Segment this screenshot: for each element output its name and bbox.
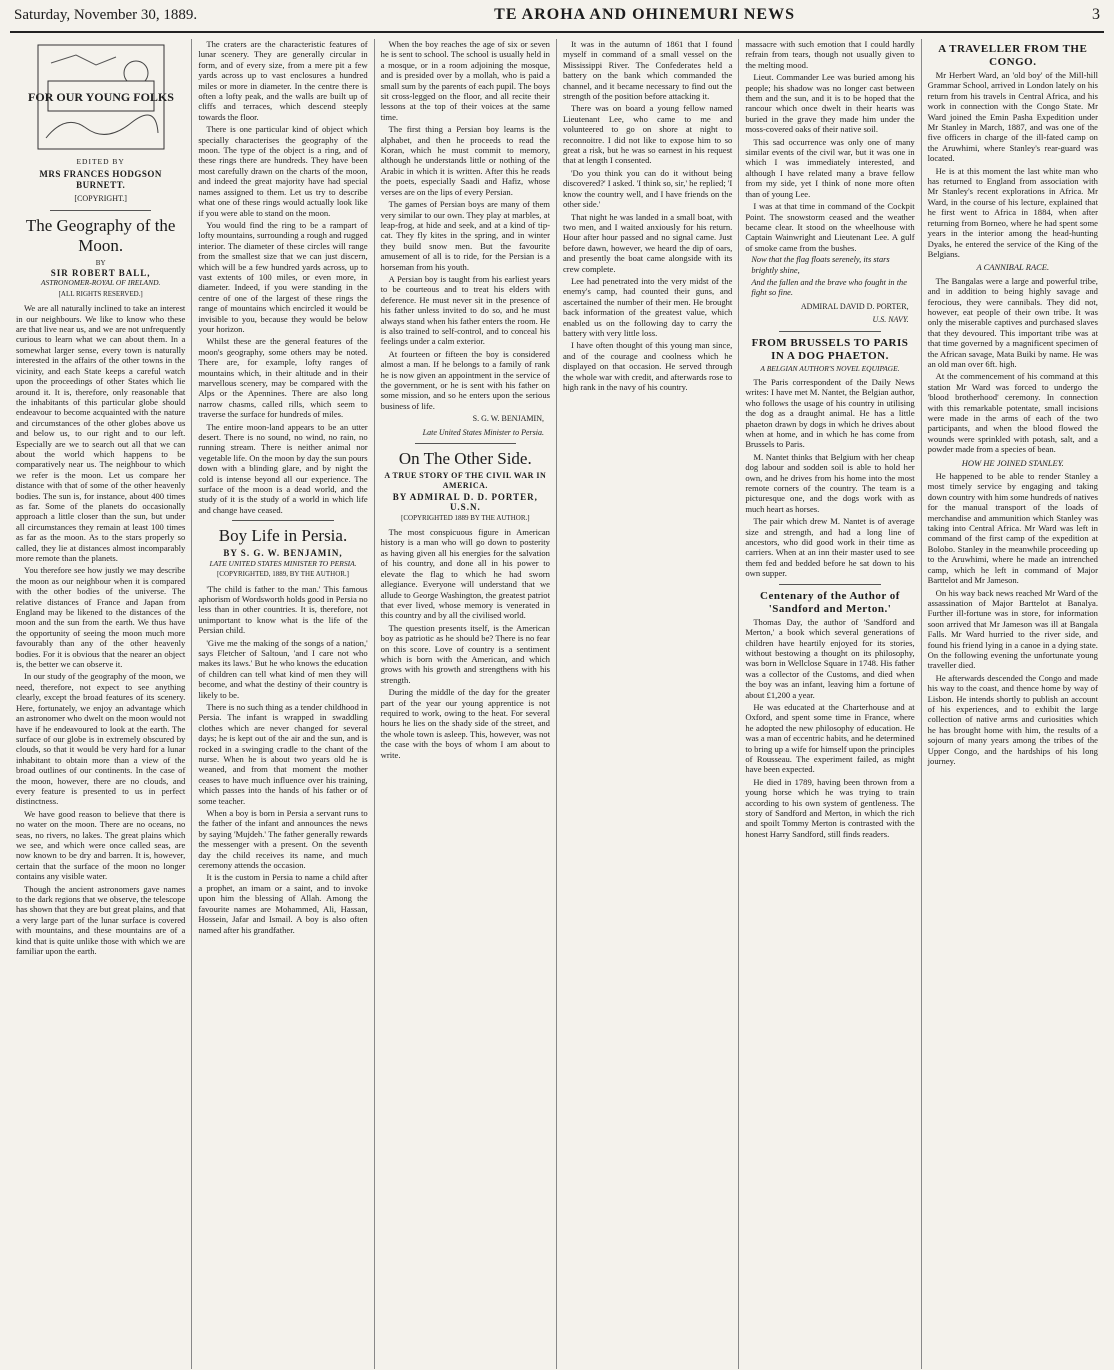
young-folks-logo-illustration [27, 43, 174, 151]
traveller-paragraph: He is at this moment the last white man who has returned to England from association with Mr Stanley's recent explorations in Africa. Mr Ward, in the course of his lecture, explained that he first went to Africa in 1884, when after returning from Borneo, where he had spent some years in the interior among the head-hunting Dyaks, he entered the service of the King of the Belgians. [927, 165, 1098, 259]
other-side-paragraph: Lee had penetrated into the very midst of the enemy's camp, had counted their guns, and ascertained the number of their men. He brought back information of the greatest value, which enabled us on the following day to carry the battery with very little loss. [562, 275, 733, 338]
moon-article-title: The Geography of the Moon. [25, 215, 176, 255]
sanford-paragraph: He died in 1789, having been thrown from a young horse which he was trying to train according to his own system of gentleness. The story of Sandford and Merton, in which the rich and spoilt Tommy Merton is contrasted with the honest Harry Sandford, still finds readers. [745, 776, 915, 839]
moon-paragraph: You therefore see how justly we may describe the moon as our neighbour when it is compared with the other bodies of the universe. The relative distances of France and Japan from England may be likened to the distances of the moon and the sun from the earth. We thus have the opportunity of seeing the moon much more favourably than any of the other heavenly bodies. For it is obvious that the nearer an object is, the better we can observe it. [16, 565, 186, 670]
other-side-paragraph: The question presents itself, is the American boy as patriotic as he should be? There is no fear on this score. Love of country is a sentiment which is born with the American, and which grows with his growth and strengthens with his strength. [380, 622, 550, 685]
moon-paragraph: There is one particular kind of object which specially characterises the geography of the moon. The type of the object is a ring, and of these rings there are hundreds. They have been most carefully drawn on the charts of the moon, and indeed the great majority have had special names assigned to them. Let us try to describe what one of these rings would actually look like if you were able to stand on the moon. [198, 124, 368, 218]
divider [232, 520, 334, 521]
other-side-paragraph: During the middle of the day for the greater part of the year our young apprentice is not required to work, owing to the heat. For several hours he lies on the shady side of the street, and the whole town is asleep. This, however, was not the case with the boys of whom I am about to write. [380, 687, 550, 760]
other-side-paragraph: There was on board a young fellow named Lieutenant Lee, who came to me and volunteered to go on shore at night to reconnoitre. I did not like to expose him to so great a risk, but he was so earnest in his request that at length I consented. [562, 103, 733, 166]
traveller-paragraph: He happened to be able to render Stanley a most timely service by engaging and taking down country with him some hundreds of natives for the manual transport of the loads of merchandise and ammunition which Stanley was taking into Central Africa. Mr Ward was left in command of the first camp of the expedition at Bolobo. Stanley in the meanwhile proceeding up to the Aruwhimi, where he made an intrenched camp, which he left in command of Major Barttelot and Mr Jameson. [927, 471, 1098, 586]
other-side-paragraph: I have often thought of this young man since, and of the courage and coolness which he displayed on that occasion. He served through the whole war with credit, and afterwards rose to high rank in the navy of his country. [562, 340, 733, 392]
traveller-paragraph: He afterwards descended the Congo and made his way to the coast, and thence home by way of Lisbon. He intends shortly to publish an account of his experiences, and to exhibit the large collection of native arms and curiosities which he has brought home with him, the results of a sojourn of many years among the tribes of the Upper Congo, and the hardships of his long journey. [927, 672, 1098, 766]
moon-paragraph: In our study of the geography of the moon, we need, therefore, not expect to see anything clearly, except the broad features of its scenery. Here, fortunately, we enjoy an advantage which an astronomer who dwelt on the moon would not have if he endeavoured to look at the earth. The surface of our globe is in extremely obscured by clouds, so that it would be very hard for a lunar inhabitant to obtain more than a view of the broad outlines of our continents. In the case of the moon, however, there are no clouds, and every feature is presented to us in perfect distinctness. [16, 671, 186, 807]
column-5 [739, 39, 921, 1369]
porter-signature-title: U.S. NAVY. [872, 315, 909, 325]
boy-paragraph: 'The child is father to the man.' This famous aphorism of Wordsworth holds good in Persia no less than in other countries. It is, therefore, not unimportant to know what is the life of the Persian child. [198, 583, 368, 636]
boy-paragraph: The games of Persian boys are many of them very similar to our own. They play at marbles, at leap-frog, at hide and seek, and at a kind of tip-cat. They fly kites in the spring, and in winter they build snow men. But the favourite amusement of all is to ride, for the Persian is a horseman from his youth. [380, 199, 550, 272]
traveller-paragraph: At the commencement of his command at this station Mr Ward was forced to undergo the 'blood brotherhood' ceremony. In connection with this remarkable potentate, small incisions were made in the arms of each of the two participants, and when the blood flowed the wounds were sprinkled with potash, salt, and a powder made from a species of bean. [927, 371, 1098, 455]
editor-name: MRS FRANCES HODGSON BURNETT. [39, 169, 162, 190]
verse-line: Now that the flag floats serenely, its stars brightly shine, [751, 255, 890, 275]
page-number: 3 [1092, 6, 1100, 23]
sanford-paragraph: He was educated at the Charterhouse and at Oxford, and spent some time in France, where he adopted the new philosophy of education. He was a man of eccentric habits, and he determined to bring up a wife for himself upon the principles of Rousseau. The experiment failed, as might have been expected. [745, 701, 915, 775]
boy-paragraph: It is the custom in Persia to name a child after a prophet, an imam or a saint, and to invoke upon him the blessing of Allah. Among the favourite names are Mohammed, Ali, Hassan, Hossein, Jafar and Ismail. A boy is also often named after his grandfather. [198, 872, 368, 935]
other-side-paragraph: This sad occurrence was only one of many similar events of the civil war, but it was one in which I was immediately interested, and although I have related many a brave fellow from my side, yet I think of none more often than of young Lee. [745, 136, 915, 199]
boy-rights: [COPYRIGHTED, 1889, BY THE AUTHOR.] [216, 570, 349, 579]
moon-paragraph: We have good reason to believe that there is no water on the moon. There are no oceans, no seas, no rivers, no lakes. The great plains which we see, and which were once called seas, are now known to be dry and barren. It is, however, certain that the surface of the moon no longer contains any visible water. [16, 808, 186, 882]
boy-signature: S. G. W. BENJAMIN, [472, 414, 544, 424]
divider [779, 584, 881, 585]
sanford-title: Centenary of the Author of 'Sandford and Merton.' [760, 589, 900, 615]
moon-paragraph: The entire moon-land appears to be an utter desert. There is no sound, no wind, no rain, no running stream. There is neither animal nor vegetable life. On the moon by day the sun pours down with a blinding glare, and by night the cold is intense beyond all our experience. The surface of the moon is a dead world, and the study of it is the study of a world in which life and change have ceased. [198, 421, 368, 515]
young-folks-logo [16, 41, 185, 153]
brussels-title: FROM BRUSSELS TO PARIS IN A DOG PHAETON. [751, 336, 909, 362]
other-side-author: BY ADMIRAL D. D. PORTER, U.S.N. [392, 491, 538, 513]
copyright-note: [COPYRIGHT.] [74, 194, 127, 204]
moon-author: SIR ROBERT BALL, [50, 268, 151, 279]
verse-line: And the fallen and the brave who fought in the fight so fine. [751, 277, 907, 298]
other-side-paragraph: The most conspicuous figure in American history is a man who will go down to posterity as having given all his energies for the salvation of his country, and done all in his power to elevate the flag to which he had sworn allegiance. Everyone will understand that we allude to George Washington, the greatest patriot that ever lived, whose memory is venerated in this country and by all the civilised world. [380, 527, 550, 621]
brussels-paragraph: The Paris correspondent of the Daily News writes: I have met M. Nantet, the Belgian author, who follows the usage of his country in utilising the dog as a draught animal. He has a little phaeton drawn by dogs in which he drives about when at home, and in which he has come from Brussels to Paris. [745, 376, 915, 450]
moon-paragraph: The craters are the characteristic features of lunar scenery. They are generally circular in form, and of every size, from a mere pit a few yards across up to vast enclosures a hundred miles or more in diameter. In the centre there is often a lofty peak, and the walls are built up of cliffs and terraces, which descend steeply towards the floor. [198, 39, 368, 122]
boy-paragraph: There is no such thing as a tender childhood in Persia. The infant is wrapped in swaddling clothes which are never changed for several days; he is kept out of the air and the sun, and is rocked in a swinging cradle to the chant of the nurse. When he is about two years old he is weaned, and from that moment the mother ceases to have much influence over his training, which passes into the hands of his father or of some teacher. [198, 701, 368, 806]
edited-by-label: EDITED BY [76, 157, 125, 166]
newspaper-title: TE AROHA AND OHINEMURI NEWS [494, 6, 795, 23]
column-6 [922, 39, 1104, 1369]
moon-paragraph: You would find the ring to be a rampart of lofty mountains, surrounding a rough and rugged interior. The diameter of these circles will range from the smallest size that we can just discern, which will be a few hundred yards across, up to vast extents of 100 miles, or even more, in diameter. Indeed, if you were standing in the centre of one of the largest of these rings the range of mountains which encircled it would be invisible to you, because they would be below your horizon. [198, 219, 368, 334]
moon-rights: [ALL RIGHTS RESERVED.] [58, 289, 143, 298]
column-3 [375, 39, 557, 1369]
column-2 [192, 39, 374, 1369]
boy-author-affiliation: LATE UNITED STATES MINISTER TO PERSIA. [209, 558, 357, 568]
brussels-paragraph: M. Nantet thinks that Belgium with her cheap dog labour and sodden soil is able to hold her own, and he drives from his home into the most remote corners of the country. The team is a picturesque one, and the dogs work with as much heart as horses. [745, 451, 915, 514]
boy-paragraph: At fourteen or fifteen the boy is considered almost a man. If he belongs to a family of rank he is now given an appointment in the service of the government, or he is sent with his father on some mission, and so he enters upon the serious business of life. [380, 348, 550, 411]
divider [50, 210, 152, 211]
other-side-paragraph: That night he was landed in a small boat, with two men, and I waited anxiously for his return. Hour after hour passed and no signal came. Just before dawn, however, we heard the dip of oars, and presently the boat came alongside with its crew complete. [562, 211, 733, 274]
traveller-paragraph: The Bangalas were a large and powerful tribe, and in addition to being highly savage and ferocious, they were cannibals. They did not, however, eat people of their own tribe. It was only the miserable captives and purchased slaves that they devoured. This important tribe was at that time governed by a magnificent specimen of the African savage, Mata Buiki by name. He was an old man over 6ft. high. [927, 275, 1098, 369]
other-side-paragraph: 'Do you think you can do it without being discovered?' I asked. 'I think so, sir,' he replied; 'I know the country well, and I have friends on the other side.' [562, 167, 733, 210]
traveller-paragraph: On his way back news reached Mr Ward of the assassination of Major Barttelot at Banalya. Further ill-fortune was in store, for information soon arrived that Mr Jameson was ill at Bangala Falls. Mr Ward hurried to the river side, and found his friend lying in a canoe in a dying state. On the following evening the unfortunate young traveller died. [927, 587, 1098, 671]
other-side-paragraph: I was at that time in command of the Cockpit Point. The snowstorm ceased and the weather became clear. It stood on the wheelhouse with Captain Wainwright and Lieutenant Lee. A gulf of smoke came from the bushes. [745, 201, 915, 253]
boy-paragraph: The first thing a Persian boy learns is the alphabet, and then he proceeds to read the Koran, which he must commit to memory, although he understands little or nothing of the Arabic in which it is written. After this he reads the poets, especially Saadi and Hafiz, whose verses are on the lips of every Persian. [380, 124, 550, 197]
boy-paragraph: A Persian boy is taught from his earliest years to be courteous and to treat his elders with deference. He must never sit in the presence of his father unless invited to do so, and he must always stand when his father enters the room. He is also trained to self-control, and to conceal his feelings under a calm exterior. [380, 273, 550, 347]
traveller-paragraph: Mr Herbert Ward, an 'old boy' of the Mill-hill Grammar School, arrived in London lately on his return from his travels in Central Africa, and his work in connection with the Congo State. Mr Ward joined the Emin Pasha Expedition under Mr Stanley in March, 1887, and was one of the five officers in charge of the ill-fated camp on the Aruwhimi, where Stanley's rear-guard was located. [927, 70, 1098, 164]
boy-article-title: Boy Life in Persia. [218, 526, 348, 546]
other-side-title: On The Other Side. [398, 449, 532, 469]
boy-paragraph: When a boy is born in Persia a servant runs to the father of the infant and announces the news by saying 'Mujdeh.' The father generally rewards the messenger with a present. On the seventh day the child receives its name, and much ceremony attends the occasion. [198, 808, 368, 871]
brussels-paragraph: The pair which drew M. Nantet is of average size and strength, and had a long line of ancestors, who did good work in their time as carriers. When at an inn their master used to see them fed and bedded before he sat down to his own supper. [745, 516, 915, 579]
other-side-subtitle: A TRUE STORY OF THE CIVIL WAR IN AMERICA. [384, 471, 547, 491]
issue-date: Saturday, November 30, 1889. [14, 7, 198, 23]
boy-paragraph: 'Give me the making of the songs of a nation,' says Fletcher of Saltoun, 'and I care not who makes its laws.' But he who knows the education of children can tell what kind of men they will become, and what the destiny of their country is likely to be. [198, 637, 368, 700]
divider [779, 331, 881, 332]
boy-author: BY S. G. W. BENJAMIN, [223, 548, 343, 559]
traveller-sidehead: HOW HE JOINED STANLEY. [961, 457, 1064, 468]
other-side-rights: [COPYRIGHTED 1889 BY THE AUTHOR.] [401, 513, 530, 522]
divider [415, 443, 517, 444]
moon-paragraph: We are all naturally inclined to take an interest in our neighbours. We like to know who these are that live near us, and we are not unfrequently curious to learn what we can about them. In a somewhat larger sense, every town is naturally interested in the affairs of the other towns in the vicinity, and each State keeps a careful watch upon the proceedings of other States which lie around it. It is, therefore, only reasonable that the inhabitants of this particular globe should endeavour to become acquainted with the nature and circumstances of the other globes above us and below us, to our right and to our left. Especially are we to search out all that we can about the world which happens to be comparatively near us. The neighbour to which we refer is the moon. Let us compare her distance with that of some of the other heavenly bodies. The sun is, for instance, about 400 times as far. Some of the planets do occasionally approach a little closer than the sun, but under all circumstances they remain at least 100 times as far as the moon. As to the stars properly so called, they lie at distances almost incomparably more remote than the planets. [16, 303, 186, 563]
sanford-paragraph: Thomas Day, the author of 'Sandford and Merton,' a book which several generations of children have heartily enjoyed for its stories, without bestowing a thought on its philosophy, was born in Wellclose Square in 1748. His father was a collector of the Customs, and died when the boy was an infant, leaving him a fortune of about £1,200 a year. [745, 616, 915, 700]
porter-signature: ADMIRAL DAVID D. PORTER, [800, 301, 909, 311]
boy-paragraph: When the boy reaches the age of six or seven he is sent to school. The school is usually held in a mosque, or in a room adjoining the mosque, and is presided over by a mollah, who is paid a small sum by the parents of each pupil. The boys sit cross-legged on the floor, and all recite their lessons at the top of their voices at the same time. [380, 39, 550, 122]
column-4 [557, 39, 739, 1369]
boy-signature-title: Late United States Minister to Persia. [422, 427, 544, 437]
column-1 [10, 39, 192, 1369]
traveller-title: A TRAVELLER FROM THE CONGO. [938, 43, 1088, 68]
logo-text: FOR OUR YOUNG FOLKS [27, 90, 174, 104]
moon-by: BY [95, 258, 106, 267]
brussels-subtitle: A BELGIAN AUTHOR'S NOVEL EQUIPAGE. [760, 363, 900, 373]
traveller-sidehead: A CANNIBAL RACE. [976, 262, 1050, 273]
other-side-paragraph: Lieut. Commander Lee was buried among his people; his shadow was no longer cast between them and the sun, and it is to be hoped that the rancour which once dwelt in their hearts was buried in the grave they made him under the moss-covered oaks of their native soil. [745, 72, 915, 135]
other-side-paragraph: massacre with such emotion that I could hardly refrain from tears, though not usually given to the melting mood. [745, 39, 915, 70]
columns [10, 39, 1104, 1369]
other-side-paragraph: It was in the autumn of 1861 that I found myself in command of a small vessel on the Mississippi River. The Confederates held a battery on the bank which commanded the channel, and it became necessary to find out the strength of the position before attacking it. [562, 39, 733, 102]
moon-paragraph: Though the ancient astronomers gave names to the dark regions that we observe, the telescope has shown that they are but great plains, and that a very large part of the lunar surface is covered with mountains, and these mountains are of a kind that is quite unlike those with which we are familiar upon the earth. [16, 883, 186, 957]
moon-author-affiliation: ASTRONOMER-ROYAL OF IRELAND. [40, 278, 161, 288]
moon-paragraph: Whilst these are the general features of the moon's geography, some others may be noted. There are, for example, lofty ranges of mountains which, in their altitude and in their marvellous scenery, may be compared with the Alps or the Apennines. There are also long narrow chasms, called rills, which seem to traverse the surface for hundreds of miles. [198, 336, 368, 420]
masthead [10, 6, 1104, 33]
